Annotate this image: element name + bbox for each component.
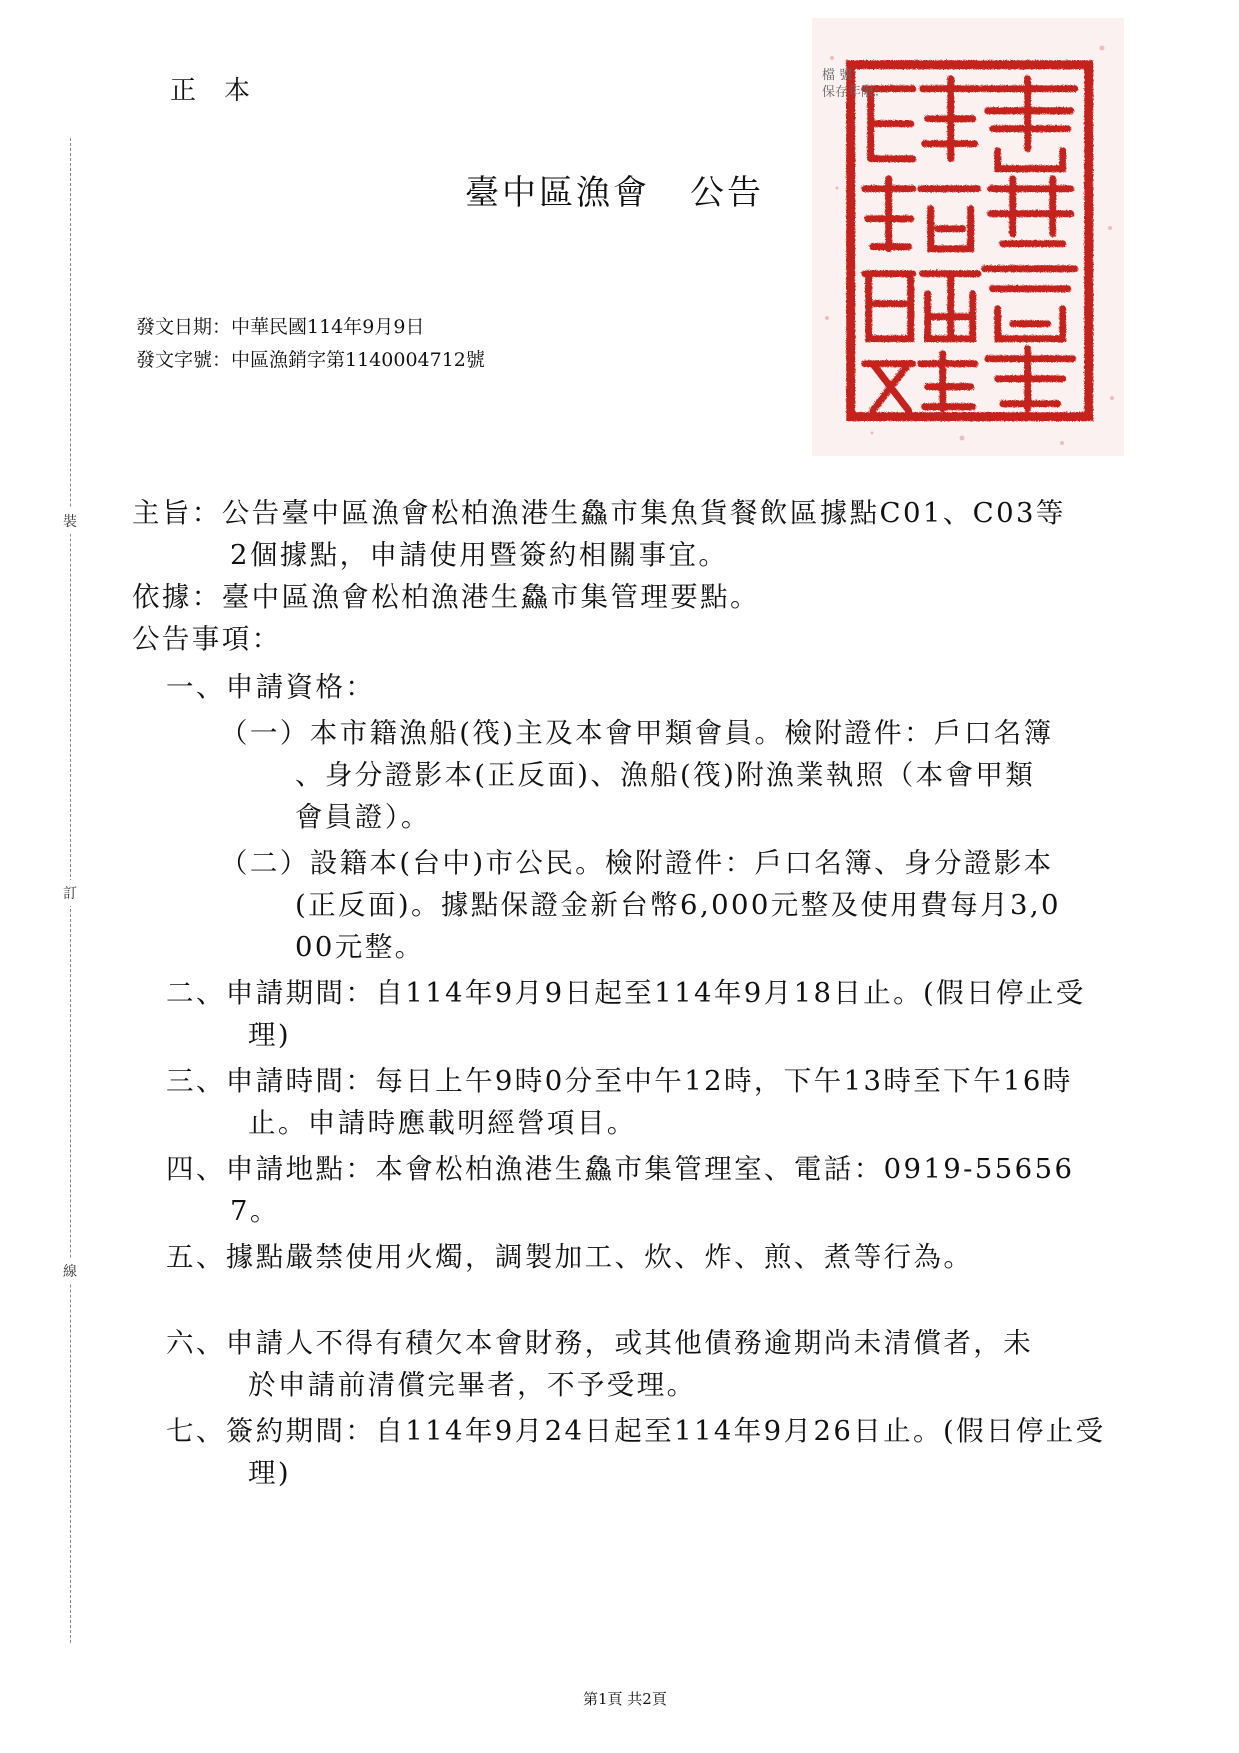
title-agency: 臺中區漁會 bbox=[465, 173, 650, 213]
title-type: 公告 bbox=[690, 173, 764, 213]
item-2-line-1: 二、申請期間：自114年9月9日起至114年9月18日止。(假日停止受 bbox=[166, 977, 1086, 1009]
item-1-2-line-3: 00元整。 bbox=[295, 931, 425, 963]
binding-char-ding: 訂 bbox=[61, 880, 79, 906]
item-2-line-2: 理) bbox=[248, 1019, 292, 1051]
item-1-2-line-2: (正反面)。據點保證金新台幣6,000元整及使用費每月3,0 bbox=[295, 889, 1061, 921]
item-6-line-1: 六、申請人不得有積欠本會財務，或其他債務逾期尚未清償者，未 bbox=[166, 1327, 1034, 1359]
item-1-1-line-1: （一）本市籍漁船(筏)主及本會甲類會員。檢附證件：戶口名簿 bbox=[220, 717, 1054, 749]
subject-line-2: 2個據點，申請使用暨簽約相關事宜。 bbox=[230, 539, 729, 571]
seal-label-retention: 保存年限： bbox=[822, 85, 888, 100]
page-title bbox=[465, 165, 764, 214]
subject-line-1: 主旨：公告臺中區漁會松柏漁港生鱻市集魚貨餐飲區據點C01、C03等 bbox=[132, 497, 1066, 529]
notice-heading: 公告事項： bbox=[132, 623, 282, 655]
item-3-line-2: 止。申請時應載明經營項目。 bbox=[248, 1107, 637, 1139]
item-6-line-2: 於申請前清償完畢者，不予受理。 bbox=[248, 1369, 697, 1401]
item-7-line-1: 七、簽約期間：自114年9月24日起至114年9月26日止。(假日停止受 bbox=[166, 1415, 1106, 1447]
item-4-line-1: 四、申請地點：本會松柏漁港生鱻市集管理室、電話：0919-55656 bbox=[166, 1153, 1075, 1185]
official-seal bbox=[812, 18, 1124, 456]
issue-number: 發文字號：中區漁銷字第1140004712號 bbox=[136, 349, 485, 371]
item-1-2-line-1: （二）設籍本(台中)市公民。檢附證件：戶口名簿、身分證影本 bbox=[220, 847, 1054, 879]
original-copy-mark: 正本 bbox=[170, 76, 279, 106]
item-1-1-line-3: 會員證）。 bbox=[295, 801, 431, 833]
item-3-line-1: 三、申請時間：每日上午9時0分至中午12時，下午13時至下午16時 bbox=[166, 1065, 1073, 1097]
binding-char-zhuang: 裝 bbox=[61, 508, 79, 534]
seal-label-file: 檔 號： bbox=[822, 68, 866, 83]
binding-char-xian: 線 bbox=[61, 1258, 79, 1284]
issue-date: 發文日期：中華民國114年9月9日 bbox=[136, 316, 425, 338]
item-1-1-line-2: 、身分證影本(正反面)、漁船(筏)附漁業執照（本會甲類 bbox=[295, 759, 1036, 791]
page-number: 第1頁 共2頁 bbox=[583, 1690, 667, 1708]
basis-line: 依據：臺中區漁會松柏漁港生鱻市集管理要點。 bbox=[132, 581, 760, 613]
item-5-line: 五、據點嚴禁使用火燭，調製加工、炊、炸、煎、煮等行為。 bbox=[166, 1241, 974, 1273]
item-4-line-2: 7。 bbox=[230, 1195, 280, 1227]
item-7-line-2: 理) bbox=[248, 1457, 292, 1489]
item-1-heading: 一、申請資格： bbox=[166, 671, 376, 703]
